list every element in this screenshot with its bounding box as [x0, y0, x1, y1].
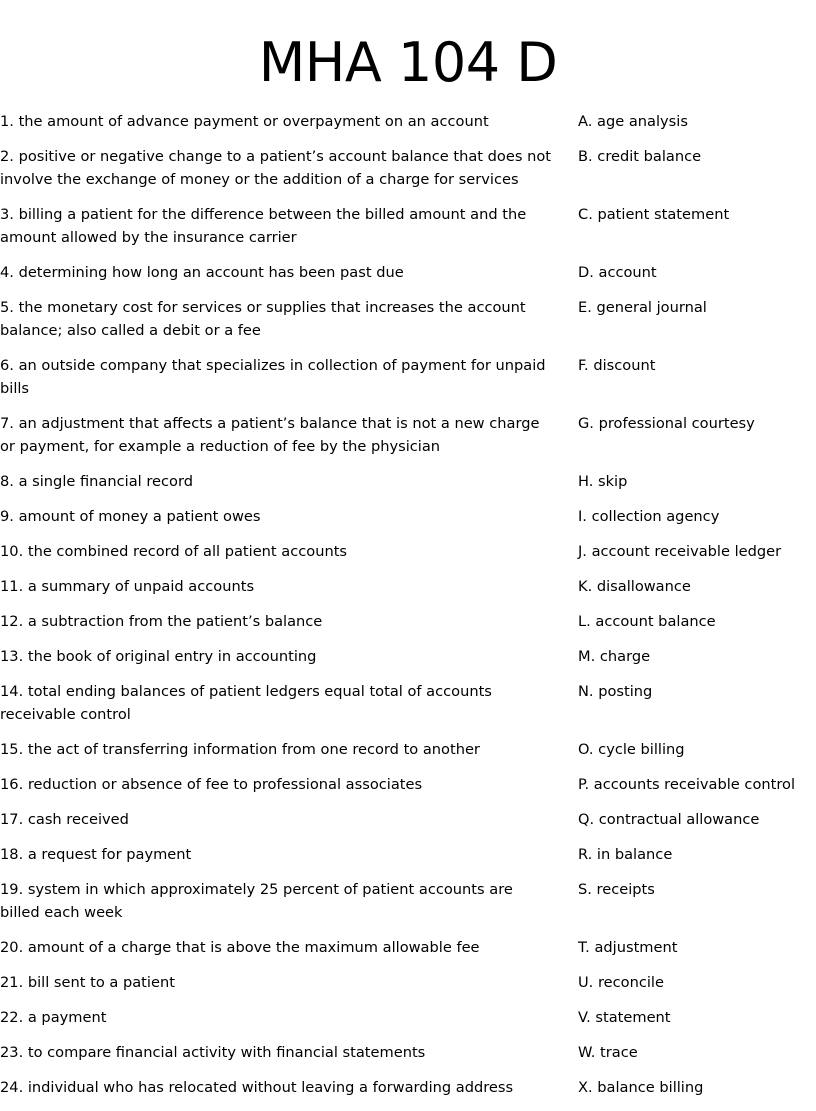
matching-row	[0, 1076, 816, 1099]
matching-row	[0, 203, 816, 249]
question-text: 12. a subtraction from the patient’s balance	[0, 613, 323, 630]
matching-list	[0, 110, 816, 1111]
answer-option: V. statement	[578, 1009, 671, 1026]
question-text: 1. the amount of advance payment or overpayment on an account	[0, 113, 489, 130]
question-text: 8. a single financial record	[0, 473, 193, 490]
page-title: MHA 104 D	[258, 31, 558, 94]
answer-option: L. account balance	[578, 613, 716, 630]
matching-row	[0, 540, 816, 563]
matching-row	[0, 1006, 816, 1029]
question-text: 10. the combined record of all patient accounts	[0, 543, 348, 560]
matching-row	[0, 738, 816, 761]
answer-option: U. reconcile	[578, 974, 664, 991]
question-text: 23. to compare financial activity with financial statements	[0, 1044, 426, 1061]
answer-option: K. disallowance	[578, 578, 691, 595]
matching-row	[0, 610, 816, 633]
answer-option: A. age analysis	[578, 113, 688, 130]
question-text: 21. bill sent to a patient	[0, 974, 175, 991]
matching-row	[0, 505, 816, 528]
question-text: 15. the act of transferring information from one record to another	[0, 741, 480, 758]
question-text: 14. total ending balances of patient ledgers equal total of accounts receivable control	[0, 683, 492, 723]
matching-row	[0, 936, 816, 959]
matching-row	[0, 971, 816, 994]
matching-row	[0, 878, 816, 924]
question-text: 19. system in which approximately 25 percent of patient accounts are billed each week	[0, 881, 513, 921]
question-text: 20. amount of a charge that is above the maximum allowable fee	[0, 939, 480, 956]
answer-option: F. discount	[578, 357, 656, 374]
answer-option: T. adjustment	[578, 939, 678, 956]
question-text: 9. amount of money a patient owes	[0, 508, 261, 525]
question-text: 3. billing a patient for the difference between the billed amount and the amount allowed by the insurance carrier	[0, 206, 527, 246]
matching-row	[0, 808, 816, 831]
question-text: 6. an outside company that specializes in collection of payment for unpaid bills	[0, 357, 546, 397]
matching-row	[0, 843, 816, 866]
matching-row	[0, 145, 816, 191]
answer-option: N. posting	[578, 683, 653, 700]
matching-row	[0, 354, 816, 400]
question-text: 5. the monetary cost for services or supplies that increases the account balance; also called a debit or a fee	[0, 299, 526, 339]
answer-option: W. trace	[578, 1044, 638, 1061]
question-text: 4. determining how long an account has been past due	[0, 264, 404, 281]
question-text: 13. the book of original entry in accounting	[0, 648, 317, 665]
answer-option: G. professional courtesy	[578, 415, 755, 432]
answer-option: R. in balance	[578, 846, 673, 863]
question-text: 22. a payment	[0, 1009, 107, 1026]
question-text: 16. reduction or absence of fee to professional associates	[0, 776, 423, 793]
answer-option: B. credit balance	[578, 148, 702, 165]
answer-option: D. account	[578, 264, 657, 281]
answer-option: S. receipts	[578, 881, 655, 898]
question-text: 18. a request for payment	[0, 846, 192, 863]
answer-option: C. patient statement	[578, 206, 730, 223]
matching-row	[0, 261, 816, 284]
answer-option: Q. contractual allowance	[578, 811, 760, 828]
answer-option: X. balance billing	[578, 1079, 704, 1096]
question-text: 7. an adjustment that affects a patient’s balance that is not a new charge or payment, for example a reduction of fee by the physician	[0, 415, 540, 455]
matching-row	[0, 575, 816, 598]
matching-row	[0, 1041, 816, 1064]
answer-option: P. accounts receivable control	[578, 776, 796, 793]
matching-row	[0, 412, 816, 458]
answer-option: H. skip	[578, 473, 628, 490]
question-text: 2. positive or negative change to a patient’s account balance that does not involve the exchange of money or the addition of a charge for services	[0, 148, 551, 188]
answer-option: E. general journal	[578, 299, 707, 316]
answer-option: O. cycle billing	[578, 741, 685, 758]
answer-option: I. collection agency	[578, 508, 720, 525]
matching-row	[0, 773, 816, 796]
answer-option: J. account receivable ledger	[578, 543, 782, 560]
matching-row	[0, 680, 816, 726]
matching-row	[0, 645, 816, 668]
matching-row	[0, 110, 816, 133]
answer-option: M. charge	[578, 648, 651, 665]
question-text: 17. cash received	[0, 811, 129, 828]
matching-row	[0, 296, 816, 342]
question-text: 24. individual who has relocated without leaving a forwarding address	[0, 1079, 514, 1096]
matching-row	[0, 470, 816, 493]
question-text: 11. a summary of unpaid accounts	[0, 578, 255, 595]
